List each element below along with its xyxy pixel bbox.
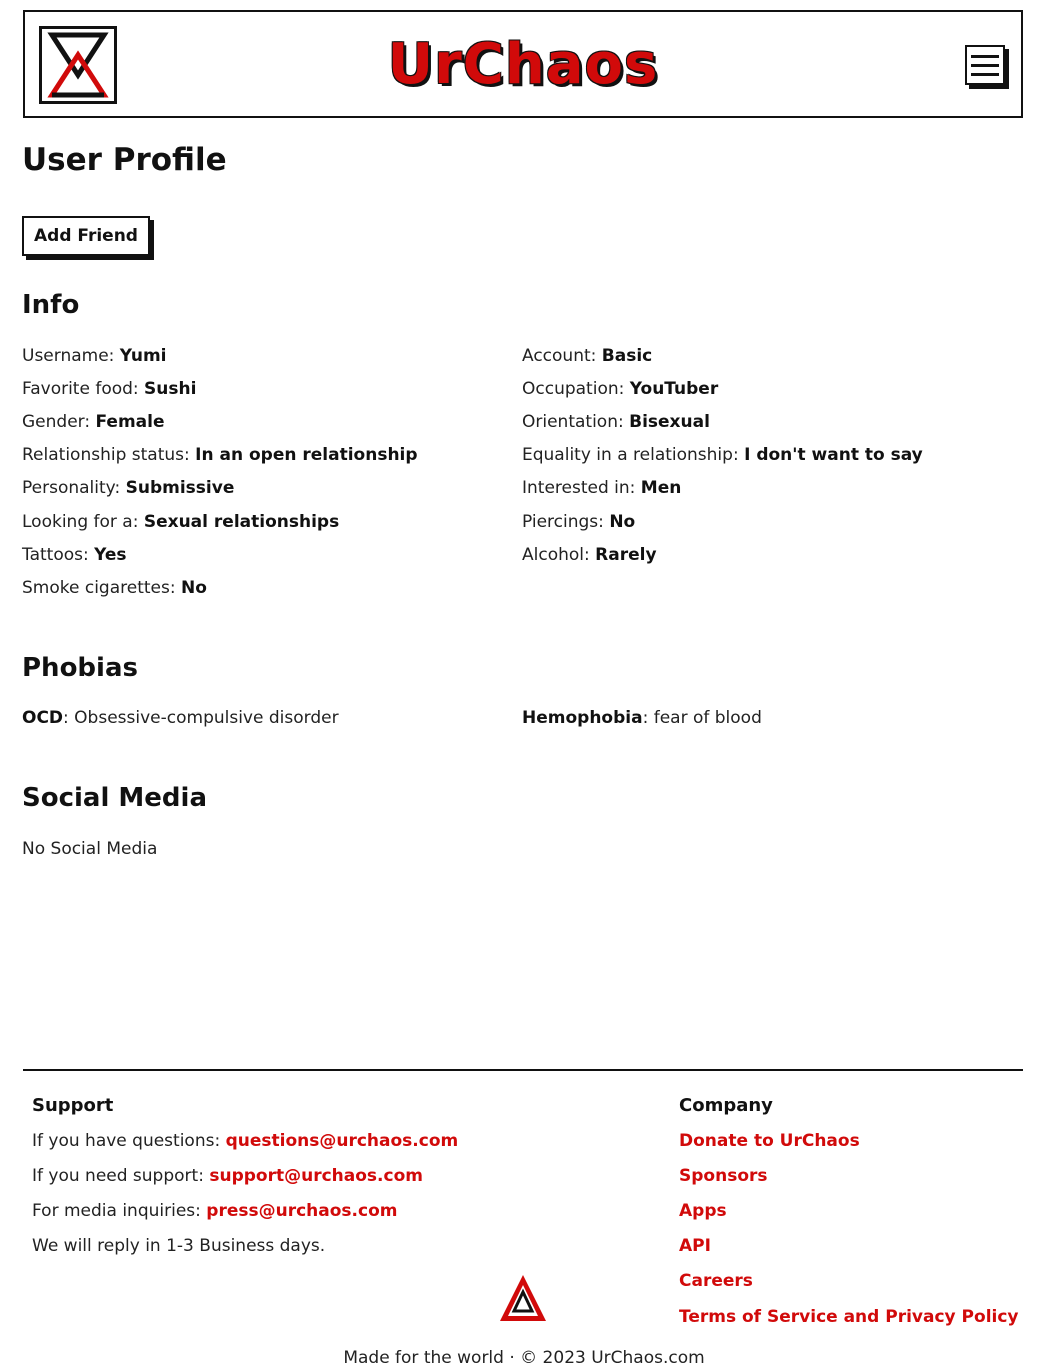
info-field-orientation: Orientation: Bisexual [522, 412, 710, 432]
info-field-personality: Personality: Submissive [22, 478, 235, 498]
press-email-link[interactable]: press@urchaos.com [206, 1201, 398, 1221]
phobias-heading: Phobias [22, 653, 138, 683]
footer-questions-line: If you have questions: questions@urchaos.com [32, 1131, 459, 1151]
footer-link-careers[interactable]: Careers [679, 1271, 753, 1291]
footer-link-terms[interactable]: Terms of Service and Privacy Policy [679, 1307, 1019, 1327]
info-field-equality: Equality in a relationship: I don't want to say [522, 445, 923, 465]
support-email-link[interactable]: support@urchaos.com [209, 1166, 423, 1186]
info-field-smoke: Smoke cigarettes: No [22, 578, 207, 598]
footer-reply-note: We will reply in 1-3 Business days. [32, 1236, 326, 1256]
site-header [23, 10, 1023, 118]
footer-link-donate[interactable]: Donate to UrChaos [679, 1131, 860, 1151]
social-media-empty-text: No Social Media [22, 839, 158, 859]
info-field-gender: Gender: Female [22, 412, 165, 432]
info-field-occupation: Occupation: YouTuber [522, 379, 719, 399]
footer-support-line: If you need support: support@urchaos.com [32, 1166, 423, 1186]
info-field-relationship-status: Relationship status: In an open relationship [22, 445, 418, 465]
social-media-heading: Social Media [22, 783, 207, 813]
footer-link-api[interactable]: API [679, 1236, 711, 1256]
info-field-account: Account: Basic [522, 346, 653, 366]
phobia-item: Hemophobia: fear of blood [522, 708, 762, 728]
questions-email-link[interactable]: questions@urchaos.com [225, 1131, 459, 1151]
info-field-favorite-food: Favorite food: Sushi [22, 379, 197, 399]
footer-link-apps[interactable]: Apps [679, 1201, 727, 1221]
footer-support-heading: Support [32, 1095, 114, 1116]
info-field-looking-for: Looking for a: Sexual relationships [22, 512, 340, 532]
info-heading: Info [22, 290, 80, 320]
add-friend-button[interactable]: Add Friend [22, 216, 150, 256]
info-field-interested-in: Interested in: Men [522, 478, 682, 498]
phobia-item: OCD: Obsessive-compulsive disorder [22, 708, 339, 728]
info-field-tattoos: Tattoos: Yes [22, 545, 127, 565]
info-field-username: Username: Yumi [22, 346, 167, 366]
footer-triangle-logo-icon [497, 1272, 549, 1324]
site-brand-title[interactable]: UrChaos [387, 32, 659, 97]
copyright-text: Made for the world · © 2023 UrChaos.com [343, 1348, 705, 1363]
hamburger-menu-icon[interactable] [965, 45, 1005, 85]
footer-link-sponsors[interactable]: Sponsors [679, 1166, 768, 1186]
info-field-alcohol: Alcohol: Rarely [522, 545, 657, 565]
info-field-piercings: Piercings: No [522, 512, 636, 532]
footer-company-heading: Company [679, 1095, 773, 1116]
page-title: User Profile [22, 142, 227, 178]
footer-divider [23, 1069, 1023, 1071]
footer-media-line: For media inquiries: press@urchaos.com [32, 1201, 398, 1221]
